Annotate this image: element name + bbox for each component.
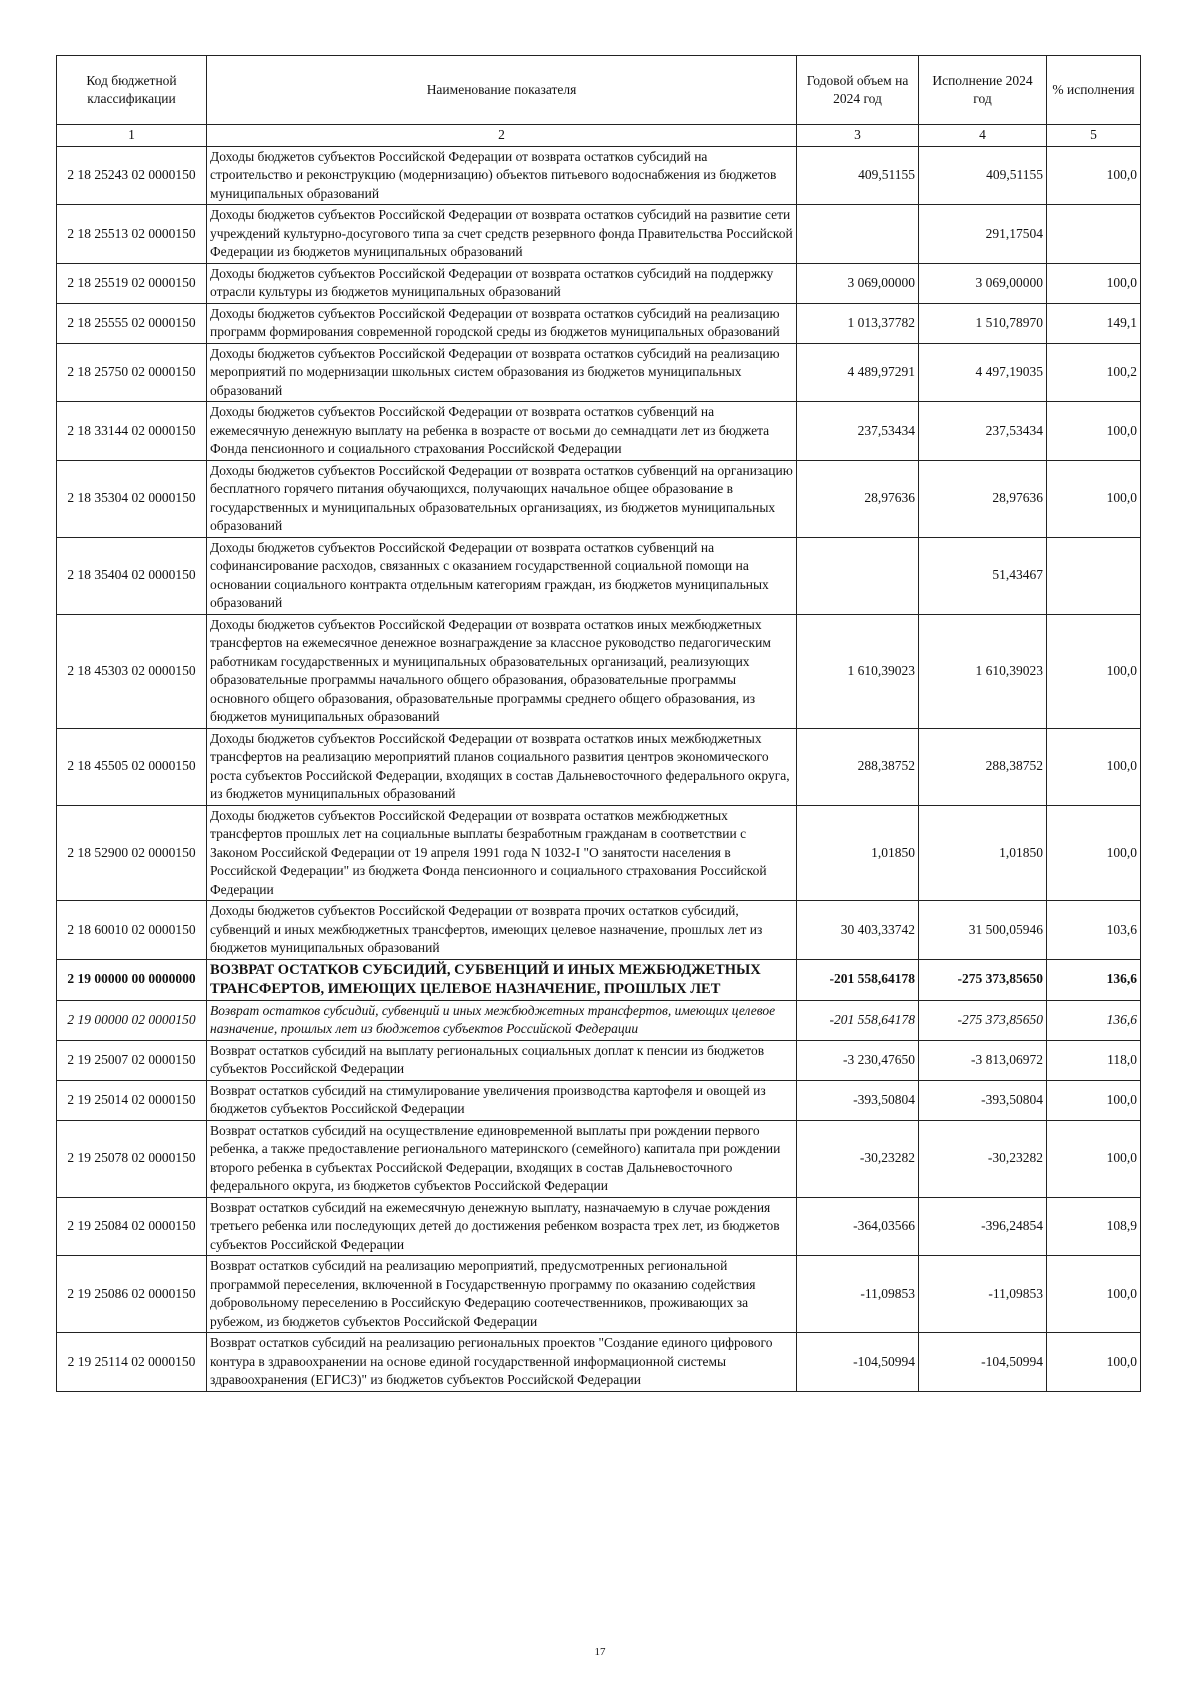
row-plan: 3 069,00000	[797, 263, 919, 303]
row-name: Доходы бюджетов субъектов Российской Федерации от возврата остатков межбюджетных трансфертов прошлых лет на социальные выплаты безработным гражданам в соответствии с Законом Российской Федерации от 19 апреля 1991 года N 1032-I "О занятости населения в Российской Федерации" из бюджета Фонда пенсионного и социального страхования Российской Федерации	[207, 805, 797, 901]
table-row	[57, 1256, 1141, 1333]
column-number: 2	[207, 125, 797, 147]
row-code: 2 19 00000 02 0000150	[57, 1000, 207, 1040]
row-code: 2 19 25084 02 0000150	[57, 1197, 207, 1256]
row-code: 2 18 25243 02 0000150	[57, 146, 207, 205]
row-percent: 100,2	[1047, 343, 1141, 402]
row-percent: 100,0	[1047, 805, 1141, 901]
budget-report-page	[56, 55, 1140, 1392]
row-code: 2 18 45303 02 0000150	[57, 614, 207, 728]
row-fact: -396,24854	[919, 1197, 1047, 1256]
row-fact: -393,50804	[919, 1080, 1047, 1120]
row-plan: -30,23282	[797, 1120, 919, 1197]
row-plan: -3 230,47650	[797, 1040, 919, 1080]
header-code: Код бюджетной классификации	[57, 56, 207, 125]
row-percent: 108,9	[1047, 1197, 1141, 1256]
row-code: 2 19 25078 02 0000150	[57, 1120, 207, 1197]
row-plan: 1 610,39023	[797, 614, 919, 728]
row-code: 2 18 52900 02 0000150	[57, 805, 207, 901]
header-fact: Исполнение 2024 год	[919, 56, 1047, 125]
row-name: Доходы бюджетов субъектов Российской Федерации от возврата остатков иных межбюджетных трансфертов на реализацию мероприятий планов социального развития центров экономического роста субъектов Российской Федерации, входящих в состав Дальневосточного федерального округа, из бюджетов муниципальных образований	[207, 728, 797, 805]
row-name: Доходы бюджетов субъектов Российской Федерации от возврата остатков субсидий на реализацию программ формирования современной городской среды из бюджетов муниципальных образований	[207, 303, 797, 343]
row-fact: 291,17504	[919, 205, 1047, 264]
row-code: 2 18 25513 02 0000150	[57, 205, 207, 264]
row-name: Доходы бюджетов субъектов Российской Федерации от возврата остатков субсидий на строительство и реконструкцию (модернизацию) объектов питьевого водоснабжения из бюджетов муниципальных образований	[207, 146, 797, 205]
table-header-row	[57, 56, 1141, 125]
row-plan: 1 013,37782	[797, 303, 919, 343]
row-plan	[797, 537, 919, 614]
row-name: Доходы бюджетов субъектов Российской Федерации от возврата прочих остатков субсидий, субвенций и иных межбюджетных трансфертов, имеющих целевое назначение, прошлых лет из бюджетов муниципальных образований	[207, 901, 797, 960]
table-row	[57, 402, 1141, 461]
row-plan: 1,01850	[797, 805, 919, 901]
row-code: 2 19 25007 02 0000150	[57, 1040, 207, 1080]
row-percent: 149,1	[1047, 303, 1141, 343]
row-plan: -201 558,64178	[797, 959, 919, 1000]
row-percent: 100,0	[1047, 263, 1141, 303]
row-name: Возврат остатков субсидий на осуществление единовременной выплаты при рождении первого ребенка, а также предоставление регионального материнского (семейного) капитала при рождении второго ребенка в субъектах Российской Федерации, входящих в состав Дальневосточного федерального округа, из бюджетов субъектов Российской Федерации	[207, 1120, 797, 1197]
row-name: Возврат остатков субсидий на реализацию региональных проектов "Создание единого цифрового контура в здравоохранении на основе единой государственной информационной системы здравоохранения (ЕГИСЗ)" из бюджетов субъектов Российской Федерации	[207, 1333, 797, 1392]
budget-table	[56, 55, 1141, 1392]
row-fact: -275 373,85650	[919, 1000, 1047, 1040]
row-fact: 1,01850	[919, 805, 1047, 901]
row-name: Доходы бюджетов субъектов Российской Федерации от возврата остатков субвенций на организацию бесплатного горячего питания обучающихся, получающих начальное общее образование в государственных и муниципальных образовательных организациях, из бюджетов муниципальных образований	[207, 460, 797, 537]
row-name: Доходы бюджетов субъектов Российской Федерации от возврата остатков субвенций на ежемесячную денежную выплату на ребенка в возрасте от восьми до семнадцати лет из бюджета Фонда пенсионного и социального страхования Российской Федерации	[207, 402, 797, 461]
row-name: Возврат остатков субсидий на ежемесячную денежную выплату, назначаемую в случае рождения третьего ребенка или последующих детей до достижения ребенком возраста трех лет, из бюджетов субъектов Российской Федерации	[207, 1197, 797, 1256]
row-percent: 100,0	[1047, 146, 1141, 205]
row-name: Возврат остатков субсидий на стимулирование увеличения производства картофеля и овощей из бюджетов субъектов Российской Федерации	[207, 1080, 797, 1120]
row-name: Доходы бюджетов субъектов Российской Федерации от возврата остатков иных межбюджетных трансфертов на ежемесячное денежное вознаграждение за классное руководство педагогическим работникам государственных и муниципальных образовательных организаций, реализующих образовательные программы начального общего образования, образовательные программы основного общего образования, образовательные программы среднего общего образования, из бюджетов муниципальных образований	[207, 614, 797, 728]
row-plan: -104,50994	[797, 1333, 919, 1392]
row-percent: 103,6	[1047, 901, 1141, 960]
row-plan: -201 558,64178	[797, 1000, 919, 1040]
row-percent: 100,0	[1047, 1333, 1141, 1392]
row-plan: -393,50804	[797, 1080, 919, 1120]
table-row	[57, 343, 1141, 402]
row-fact: 1 510,78970	[919, 303, 1047, 343]
row-code: 2 18 33144 02 0000150	[57, 402, 207, 461]
table-row	[57, 728, 1141, 805]
row-plan: 288,38752	[797, 728, 919, 805]
row-code: 2 18 25519 02 0000150	[57, 263, 207, 303]
row-percent: 100,0	[1047, 1120, 1141, 1197]
row-name: Возврат остатков субсидий на выплату региональных социальных доплат к пенсии из бюджетов субъектов Российской Федерации	[207, 1040, 797, 1080]
row-percent: 100,0	[1047, 1080, 1141, 1120]
row-code: 2 18 45505 02 0000150	[57, 728, 207, 805]
header-name: Наименование показателя	[207, 56, 797, 125]
table-row	[57, 614, 1141, 728]
row-code: 2 18 25750 02 0000150	[57, 343, 207, 402]
row-fact: 51,43467	[919, 537, 1047, 614]
row-fact: -3 813,06972	[919, 1040, 1047, 1080]
table-row	[57, 1333, 1141, 1392]
row-fact: -104,50994	[919, 1333, 1047, 1392]
table-row	[57, 1120, 1141, 1197]
table-row	[57, 537, 1141, 614]
row-percent: 136,6	[1047, 959, 1141, 1000]
row-percent: 100,0	[1047, 402, 1141, 461]
row-name: ВОЗВРАТ ОСТАТКОВ СУБСИДИЙ, СУБВЕНЦИЙ И ИНЫХ МЕЖБЮДЖЕТНЫХ ТРАНСФЕРТОВ, ИМЕЮЩИХ ЦЕЛЕВОЕ НАЗНАЧЕНИЕ, ПРОШЛЫХ ЛЕТ	[207, 959, 797, 1000]
row-code: 2 19 25114 02 0000150	[57, 1333, 207, 1392]
column-number: 5	[1047, 125, 1141, 147]
row-percent	[1047, 205, 1141, 264]
header-percent: % исполнения	[1047, 56, 1141, 125]
table-row	[57, 205, 1141, 264]
table-row	[57, 146, 1141, 205]
row-fact: 31 500,05946	[919, 901, 1047, 960]
row-plan	[797, 205, 919, 264]
row-code: 2 18 35404 02 0000150	[57, 537, 207, 614]
row-fact: 237,53434	[919, 402, 1047, 461]
table-row	[57, 1197, 1141, 1256]
row-percent	[1047, 537, 1141, 614]
row-name: Доходы бюджетов субъектов Российской Федерации от возврата остатков субсидий на поддержку отрасли культуры из бюджетов муниципальных образований	[207, 263, 797, 303]
row-fact: -275 373,85650	[919, 959, 1047, 1000]
table-row	[57, 959, 1141, 1000]
row-plan: -11,09853	[797, 1256, 919, 1333]
row-code: 2 18 60010 02 0000150	[57, 901, 207, 960]
row-plan: 4 489,97291	[797, 343, 919, 402]
table-row	[57, 1080, 1141, 1120]
column-number-row	[57, 125, 1141, 147]
column-number: 3	[797, 125, 919, 147]
row-name: Доходы бюджетов субъектов Российской Федерации от возврата остатков субсидий на реализацию мероприятий по модернизации школьных систем образования из бюджетов муниципальных образований	[207, 343, 797, 402]
row-percent: 100,0	[1047, 614, 1141, 728]
row-fact: 1 610,39023	[919, 614, 1047, 728]
row-code: 2 19 25086 02 0000150	[57, 1256, 207, 1333]
row-fact: 28,97636	[919, 460, 1047, 537]
row-plan: 30 403,33742	[797, 901, 919, 960]
row-fact: 288,38752	[919, 728, 1047, 805]
table-row	[57, 1000, 1141, 1040]
row-plan: 237,53434	[797, 402, 919, 461]
row-code: 2 19 25014 02 0000150	[57, 1080, 207, 1120]
table-row	[57, 303, 1141, 343]
row-fact: -11,09853	[919, 1256, 1047, 1333]
row-name: Возврат остатков субсидий на реализацию мероприятий, предусмотренных региональной программой переселения, включенной в Государственную программу по оказанию содействия добровольному переселению в Российскую Федерацию соотечественников, проживающих за рубежом, из бюджетов субъектов Российской Федерации	[207, 1256, 797, 1333]
table-body	[57, 146, 1141, 1391]
row-percent: 100,0	[1047, 1256, 1141, 1333]
table-row	[57, 263, 1141, 303]
row-code: 2 18 35304 02 0000150	[57, 460, 207, 537]
table-row	[57, 1040, 1141, 1080]
table-row	[57, 901, 1141, 960]
row-code: 2 18 25555 02 0000150	[57, 303, 207, 343]
row-percent: 100,0	[1047, 728, 1141, 805]
row-plan: 409,51155	[797, 146, 919, 205]
row-plan: 28,97636	[797, 460, 919, 537]
row-plan: -364,03566	[797, 1197, 919, 1256]
row-name: Возврат остатков субсидий, субвенций и иных межбюджетных трансфертов, имеющих целевое назначение, прошлых лет из бюджетов субъектов Российской Федерации	[207, 1000, 797, 1040]
row-fact: 409,51155	[919, 146, 1047, 205]
row-percent: 136,6	[1047, 1000, 1141, 1040]
page-number: 17	[594, 1646, 606, 1658]
header-plan: Годовой объем на 2024 год	[797, 56, 919, 125]
row-fact: 4 497,19035	[919, 343, 1047, 402]
column-number: 4	[919, 125, 1047, 147]
table-row	[57, 805, 1141, 901]
row-percent: 118,0	[1047, 1040, 1141, 1080]
column-number: 1	[57, 125, 207, 147]
row-fact: -30,23282	[919, 1120, 1047, 1197]
row-name: Доходы бюджетов субъектов Российской Федерации от возврата остатков субвенций на софинансирование расходов, связанных с оказанием государственной социальной помощи на основании социального контракта отдельным категориям граждан, из бюджетов муниципальных образований	[207, 537, 797, 614]
row-percent: 100,0	[1047, 460, 1141, 537]
row-code: 2 19 00000 00 0000000	[57, 959, 207, 1000]
row-name: Доходы бюджетов субъектов Российской Федерации от возврата остатков субсидий на развитие сети учреждений культурно-досугового типа за счет средств резервного фонда Правительства Российской Федерации из бюджетов муниципальных образований	[207, 205, 797, 264]
row-fact: 3 069,00000	[919, 263, 1047, 303]
table-row	[57, 460, 1141, 537]
